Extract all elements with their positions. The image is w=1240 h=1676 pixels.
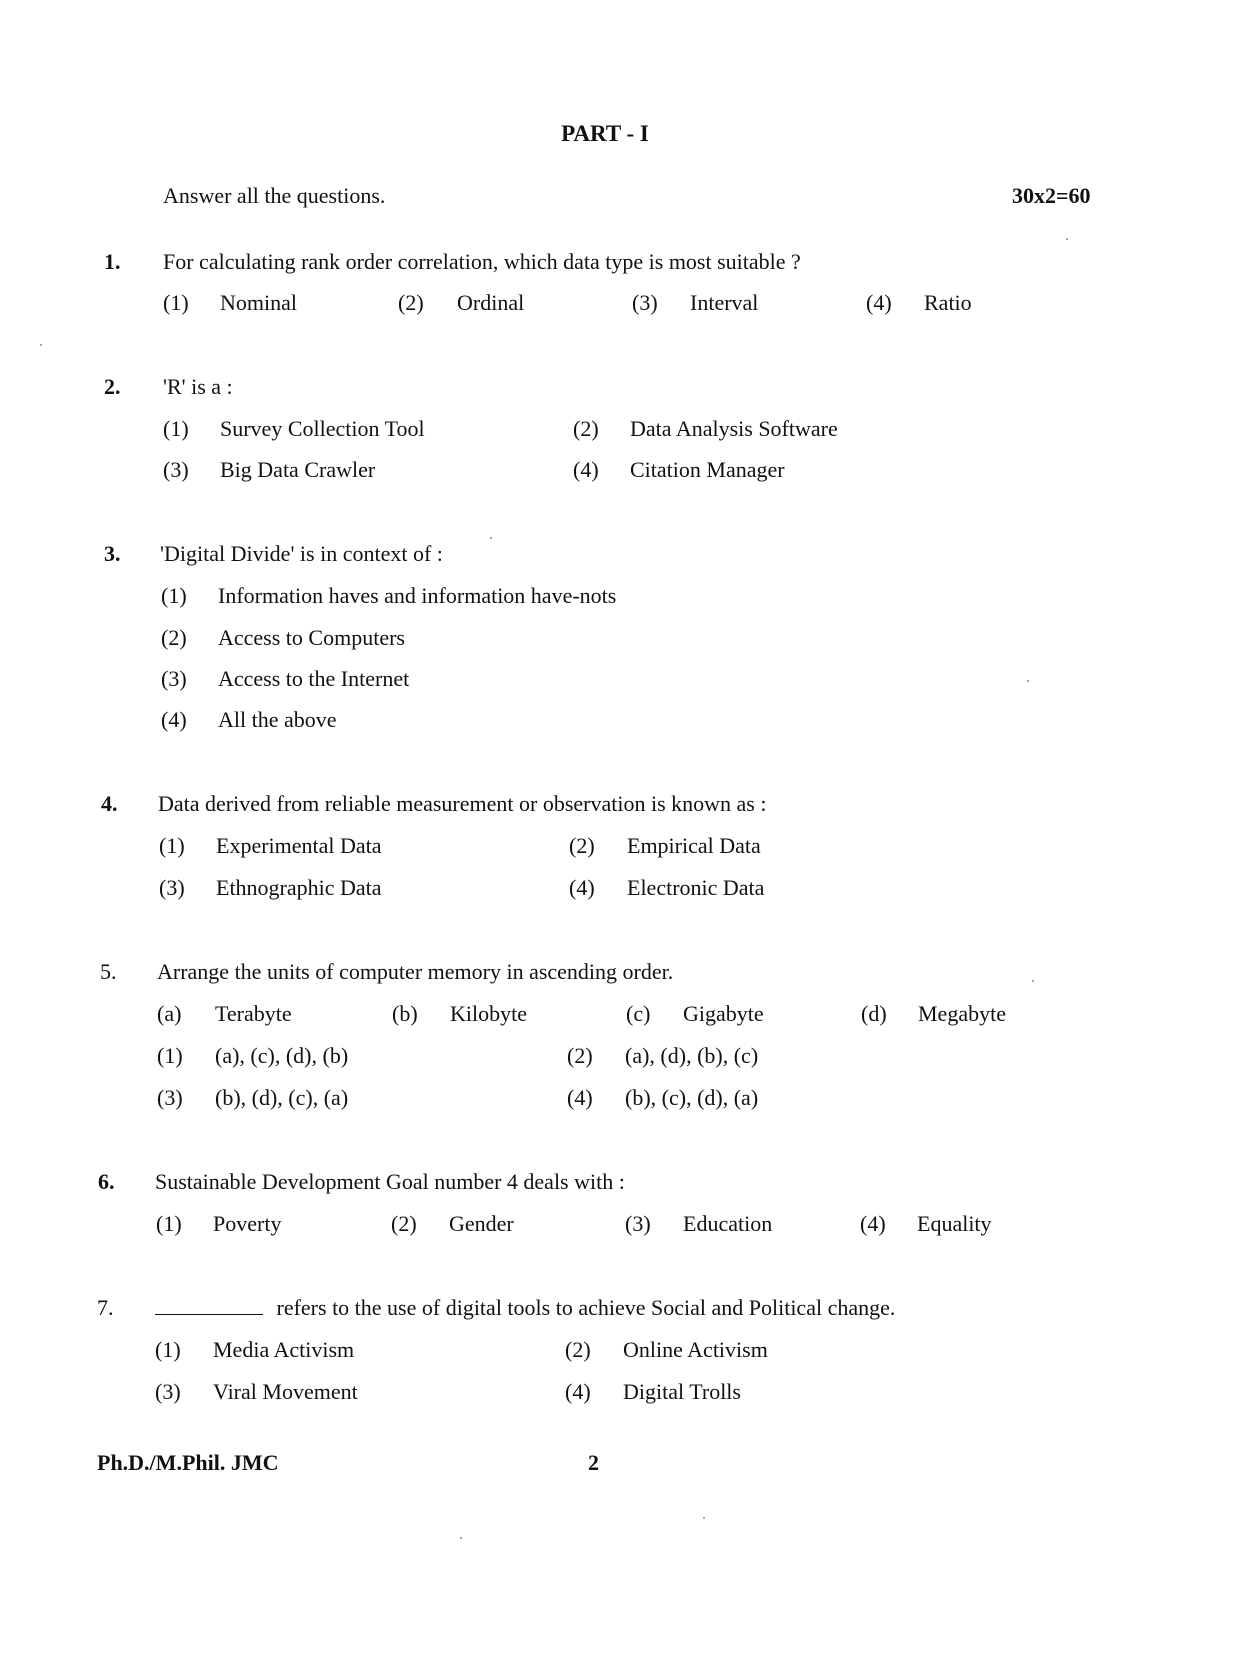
option-number: (4) bbox=[569, 875, 595, 900]
option-number: (2) bbox=[573, 416, 599, 441]
option-text: Access to the Internet bbox=[218, 666, 410, 691]
option-number: (3) bbox=[625, 1211, 651, 1236]
option-number: (2) bbox=[567, 1043, 593, 1068]
option-number: (4) bbox=[860, 1211, 886, 1236]
option-number: (4) bbox=[573, 457, 599, 482]
option-number: (3) bbox=[157, 1085, 183, 1110]
option-text: (a), (c), (d), (b) bbox=[215, 1043, 349, 1068]
question-number: 6. bbox=[98, 1169, 115, 1194]
option-text: Gender bbox=[449, 1211, 514, 1236]
option-number: (4) bbox=[565, 1379, 591, 1404]
item-letter: (a) bbox=[157, 1001, 182, 1026]
option-text: Empirical Data bbox=[627, 833, 761, 858]
option-number: (1) bbox=[156, 1211, 182, 1236]
option-text: All the above bbox=[218, 707, 337, 732]
option-text: Equality bbox=[917, 1211, 992, 1236]
option-number: (1) bbox=[157, 1043, 183, 1068]
option-text: Online Activism bbox=[623, 1337, 768, 1362]
question-number: 1. bbox=[104, 249, 121, 274]
option-text: Access to Computers bbox=[218, 625, 405, 650]
question-text: 'R' is a : bbox=[163, 374, 233, 399]
question-text: For calculating rank order correlation, which data type is most suitable ? bbox=[163, 249, 801, 274]
marks-label: 30x2=60 bbox=[1012, 183, 1091, 208]
question-number: 3. bbox=[104, 541, 121, 566]
question-number: 2. bbox=[104, 374, 121, 399]
option-text: Survey Collection Tool bbox=[220, 416, 425, 441]
option-number: (4) bbox=[866, 290, 892, 315]
question-text: 'Digital Divide' is in context of : bbox=[160, 541, 443, 566]
question-text: Data derived from reliable measurement or observation is known as : bbox=[158, 791, 767, 816]
option-number: (2) bbox=[569, 833, 595, 858]
option-number: (1) bbox=[155, 1337, 181, 1362]
question-text: Sustainable Development Goal number 4 deals with : bbox=[155, 1169, 625, 1194]
item-text: Megabyte bbox=[918, 1001, 1006, 1026]
option-number: (3) bbox=[155, 1379, 181, 1404]
question-number: 4. bbox=[101, 791, 118, 816]
option-number: (2) bbox=[565, 1337, 591, 1362]
question-text-line bbox=[155, 1297, 895, 1319]
item-text: Terabyte bbox=[215, 1001, 292, 1026]
option-text: Ratio bbox=[924, 290, 972, 315]
option-text: Education bbox=[683, 1211, 773, 1236]
option-number: (1) bbox=[159, 833, 185, 858]
option-number: (4) bbox=[567, 1085, 593, 1110]
option-text: Poverty bbox=[213, 1211, 282, 1236]
option-text: Nominal bbox=[220, 290, 297, 315]
option-number: (2) bbox=[391, 1211, 417, 1236]
item-letter: (d) bbox=[861, 1001, 887, 1026]
option-text: (b), (d), (c), (a) bbox=[215, 1085, 349, 1110]
option-text: Electronic Data bbox=[627, 875, 765, 900]
instruction-text: Answer all the questions. bbox=[163, 183, 386, 208]
footer-course: Ph.D./M.Phil. JMC bbox=[97, 1450, 279, 1475]
option-text: (b), (c), (d), (a) bbox=[625, 1085, 759, 1110]
option-text: Digital Trolls bbox=[623, 1379, 741, 1404]
option-text: Information haves and information have-nots bbox=[218, 583, 617, 608]
fill-in-blank bbox=[155, 1313, 263, 1315]
option-number: (3) bbox=[161, 666, 187, 691]
item-text: Gigabyte bbox=[683, 1001, 764, 1026]
item-letter: (b) bbox=[392, 1001, 418, 1026]
question-number: 5. bbox=[100, 959, 117, 984]
option-number: (2) bbox=[161, 625, 187, 650]
question-number: 7. bbox=[97, 1295, 114, 1320]
part-title: PART - I bbox=[561, 121, 649, 146]
item-letter: (c) bbox=[626, 1001, 651, 1026]
option-text: Citation Manager bbox=[630, 457, 785, 482]
option-number: (3) bbox=[159, 875, 185, 900]
question-text: refers to the use of digital tools to achieve Social and Political change. bbox=[276, 1295, 896, 1320]
option-text: Big Data Crawler bbox=[220, 457, 376, 482]
option-number: (1) bbox=[161, 583, 187, 608]
page-number: 2 bbox=[588, 1450, 599, 1475]
option-text: Data Analysis Software bbox=[630, 416, 838, 441]
option-text: Ordinal bbox=[457, 290, 525, 315]
option-number: (1) bbox=[163, 290, 189, 315]
option-text: Ethnographic Data bbox=[216, 875, 382, 900]
option-number: (3) bbox=[632, 290, 658, 315]
option-number: (3) bbox=[163, 457, 189, 482]
option-number: (4) bbox=[161, 707, 187, 732]
option-text: (a), (d), (b), (c) bbox=[625, 1043, 759, 1068]
option-text: Experimental Data bbox=[216, 833, 382, 858]
option-number: (1) bbox=[163, 416, 189, 441]
option-text: Media Activism bbox=[213, 1337, 355, 1362]
question-text: Arrange the units of computer memory in ascending order. bbox=[157, 959, 674, 984]
option-number: (2) bbox=[398, 290, 424, 315]
option-text: Interval bbox=[690, 290, 759, 315]
option-text: Viral Movement bbox=[213, 1379, 358, 1404]
item-text: Kilobyte bbox=[450, 1001, 527, 1026]
